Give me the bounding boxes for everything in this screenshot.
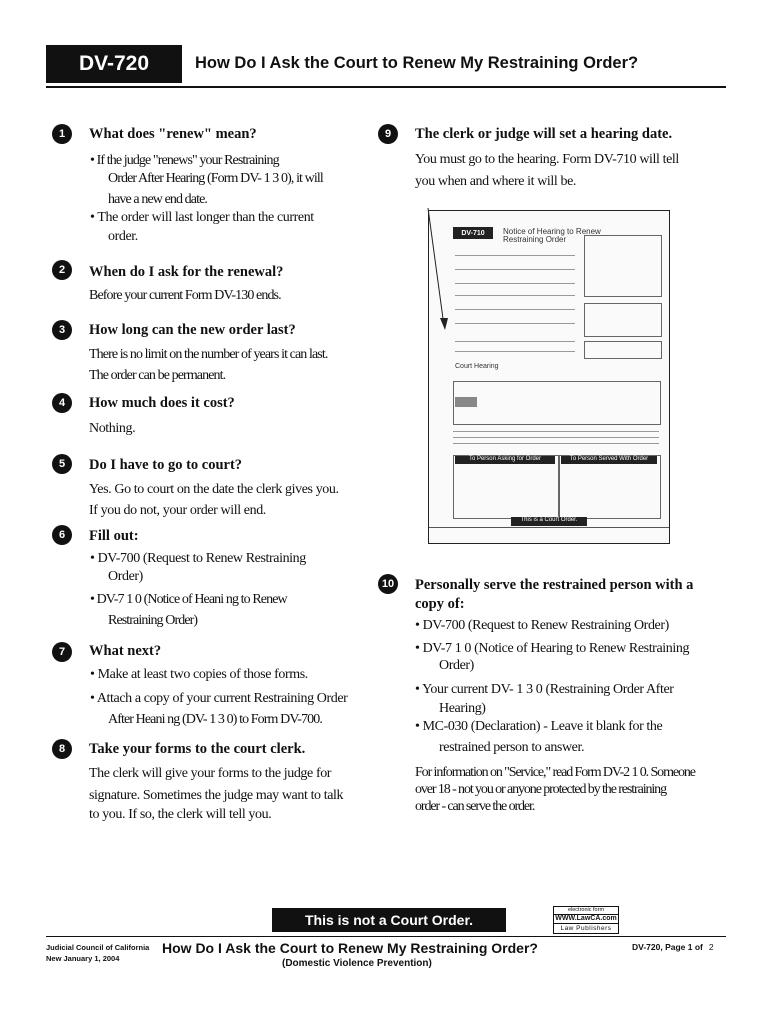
step-5-text: Yes. Go to court on the date the clerk gives you. <box>89 482 339 497</box>
publisher-logo <box>553 906 619 934</box>
step-number-2: 2 <box>52 260 72 280</box>
publisher-line: electronic form <box>567 907 605 913</box>
step-10-line: • DV-700 (Request to Renew Restraining Order) <box>415 618 669 633</box>
step-number-4: 4 <box>52 393 72 413</box>
step-9-text: you when and where it will be. <box>415 174 577 189</box>
step-10-line: • MC-030 (Declaration) - Leave it blank for the <box>415 719 663 734</box>
step-1-line: • The order will last longer than the current <box>90 210 314 225</box>
step-number-10: 10 <box>378 574 398 594</box>
step-5-text: If you do not, your order will end. <box>89 503 266 518</box>
step-4-text: Nothing. <box>89 421 136 436</box>
step-8-text: signature. Sometimes the judge may want to talk <box>89 788 344 803</box>
step-5-heading: Do I have to go to court? <box>89 457 243 473</box>
thumb-case-box <box>584 235 662 297</box>
step-8-text: to you. If so, the clerk will tell you. <box>89 807 272 822</box>
thumb-banner-left: To Person Asking for Order <box>455 456 555 464</box>
step-6-line: • DV-7 1 0 (Notice of Heani ng to Renew <box>90 592 287 607</box>
step-2-text: Before your current Form DV-130 ends. <box>89 288 281 303</box>
step-9-text: You must go to the hearing. Form DV-710 will tell <box>415 152 679 167</box>
page-label: DV-720, Page 1 of <box>632 942 703 952</box>
page-total: 2 <box>708 942 714 952</box>
step-number-1: 1 <box>52 124 72 144</box>
thumb-section-label: Court Hearing <box>455 363 499 370</box>
not-court-order-banner: This is not a Court Order. <box>272 908 506 932</box>
council-name: Judicial Council of California <box>46 943 150 952</box>
step-6-line: Restraining Order) <box>108 613 198 628</box>
step-8-text: The clerk will give your forms to the judge for <box>89 766 332 781</box>
step-1-line: Order After Hearing (Form DV- 1 3 0), it will <box>108 171 323 186</box>
thumb-right-box <box>559 455 661 519</box>
footer-title: How Do I Ask the Court to Renew My Restraining Order? <box>162 940 538 956</box>
step-number-9: 9 <box>378 124 398 144</box>
step-1-line: • If the judge "renews" your Restraining <box>90 153 279 168</box>
step-10-note: For information on "Service," read Form DV-2 1 0. Someone <box>415 765 695 780</box>
thumb-stamp <box>455 397 477 407</box>
thumb-title: Restraining Order <box>503 235 567 244</box>
thumb-hearing-box <box>453 381 661 425</box>
thumb-court-box <box>584 303 662 337</box>
step-10-line: Hearing) <box>439 701 486 716</box>
step-7-heading: What next? <box>89 643 162 659</box>
thumb-left-box <box>453 455 559 519</box>
step-10-note: order - can serve the order. <box>415 799 535 814</box>
step-9-heading: The clerk or judge will set a hearing date. <box>415 126 673 142</box>
step-10-line: restrained person to answer. <box>439 740 585 755</box>
step-6-heading: Fill out: <box>89 528 139 544</box>
step-1-line: have a new end date. <box>108 192 207 207</box>
step-1-line: order. <box>108 229 138 244</box>
step-4-heading: How much does it cost? <box>89 395 235 411</box>
publisher-url: WWW.LawCA.com <box>555 915 617 922</box>
step-1-heading: What does "renew" mean? <box>89 126 257 142</box>
page-title: How Do I Ask the Court to Renew My Restraining Order? <box>195 54 639 72</box>
step-10-line: • DV-7 1 0 (Notice of Hearing to Renew Restraining <box>415 641 690 656</box>
thumb-bottom-banner: This is a Court Order. <box>511 517 587 526</box>
step-number-8: 8 <box>52 739 72 759</box>
thumb-title: Notice of Hearing to Renew <box>503 227 601 236</box>
step-10-line: • Your current DV- 1 3 0 (Restraining Order After <box>415 682 674 697</box>
step-6-line: • DV-700 (Request to Renew Restraining <box>90 551 306 566</box>
step-7-line: After Heani ng (DV- 1 3 0) to Form DV-700. <box>108 712 322 727</box>
step-6-line: Order) <box>108 569 143 584</box>
step-3-text: There is no limit on the number of years it can last. <box>89 347 328 362</box>
pointer-arrow <box>418 200 458 350</box>
step-10-line: Order) <box>439 658 474 673</box>
thumb-form-code: DV-710 <box>453 227 493 239</box>
dv710-form-thumbnail <box>428 210 670 544</box>
step-7-line: • Make at least two copies of those forms. <box>90 667 308 682</box>
footer-subtitle: (Domestic Violence Prevention) <box>282 958 432 969</box>
step-number-6: 6 <box>52 525 72 545</box>
page-number <box>632 942 714 952</box>
header-divider <box>46 86 726 88</box>
revision-date: New January 1, 2004 <box>46 954 120 963</box>
step-number-3: 3 <box>52 320 72 340</box>
form-id-box <box>46 45 182 83</box>
step-8-heading: Take your forms to the court clerk. <box>89 741 306 757</box>
footer-divider <box>46 936 726 937</box>
step-2-heading: When do I ask for the renewal? <box>89 264 284 280</box>
step-7-line: • Attach a copy of your current Restraining Order <box>90 691 348 706</box>
step-3-text: The order can be permanent. <box>89 368 226 383</box>
step-3-heading: How long can the new order last? <box>89 322 296 338</box>
step-10-note: over 18 - not you or anyone protected by the restraining <box>415 782 666 797</box>
step-10-heading: Personally serve the restrained person with a <box>415 577 694 593</box>
footer-council <box>46 942 149 964</box>
step-number-7: 7 <box>52 642 72 662</box>
step-number-5: 5 <box>52 454 72 474</box>
step-10-heading: copy of: <box>415 596 465 612</box>
thumb-case-number-box <box>584 341 662 359</box>
form-id: DV-720 <box>78 52 150 75</box>
thumb-banner-right: To Person Served With Order <box>561 456 657 464</box>
publisher-name: Law Publishers <box>560 925 612 932</box>
